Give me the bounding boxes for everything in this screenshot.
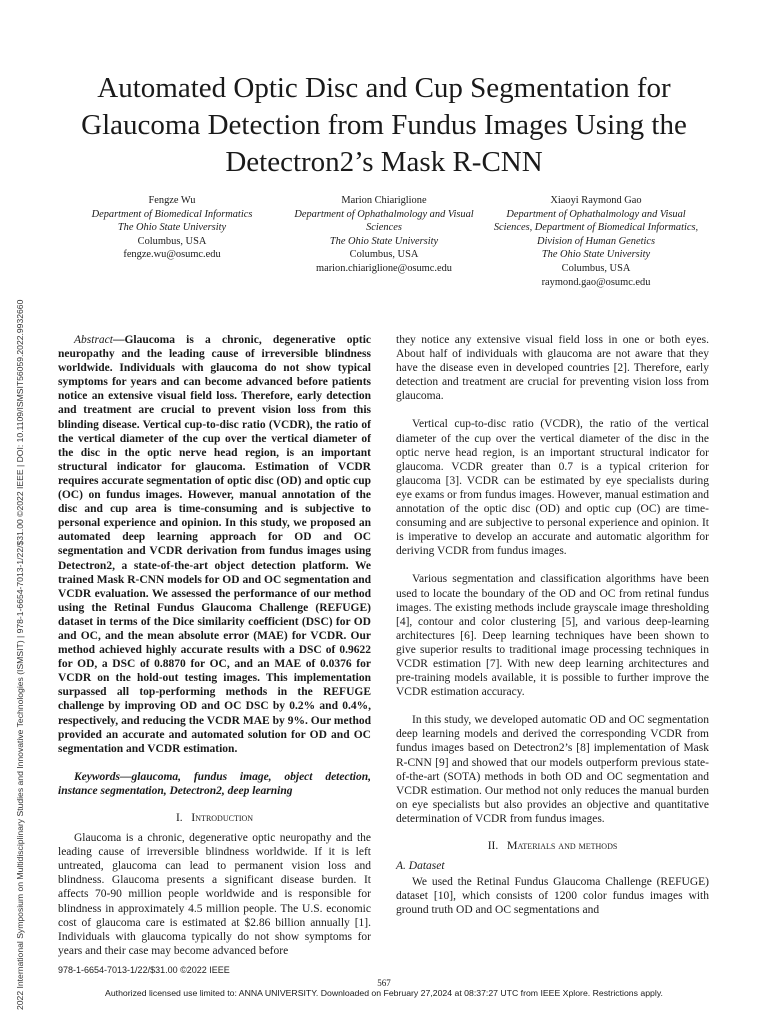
author-1: [66, 194, 278, 289]
author-institution: The Ohio State University: [329, 235, 439, 247]
author-institution: The Ohio State University: [541, 249, 651, 261]
author-location: Columbus, USA: [137, 235, 207, 247]
body-paragraph: In this study, we developed automatic OD and OC segmentation deep learning models and derived the corresponding VCDR from fundus images based on Detectron2’s [8] implementation of Mask R-CNN [9] and showed that our models outperform previous state-of-the-art (SOTA) methods in both OD and OC segmentation and VCDR estimation. Our method not only reduces the manual burden on eye specialists but also provides an objective and quantitative determination of VCDR from fundus images.: [396, 714, 709, 825]
page-number: 567: [377, 978, 391, 988]
right-column: [396, 333, 709, 917]
sidebar-citation: 2022 International Symposium on Multidisciplinary Studies and Innovative Technologies (ISMSIT) | 978-1-6654-7013-1/22/$31.00 ©2022 IEEE | DOI: 10.1109/ISMSIT56059.2022.9932660: [15, 299, 25, 1010]
section-heading-introduction: I. Introduction: [175, 810, 254, 824]
abstract-text: —Glaucoma is a chronic, degenerative optic neuropathy and the leading cause of irreversible blindness worldwide. Individuals with glaucoma do not show typical symptoms for years and can become advanced before patients notice an extensive visual field loss. Therefore, early detection and treatment are crucial to prevent vision loss from this blinding disease. Vertical cup-to-disc ratio (VCDR), the ratio of the vertical diameter of the cup over the vertical diameter of the disc in the optic nerve head region, is an important structural indicator for glaucoma. Estimation of VCDR requires accurate segmentation of optic disc (OD) and optic cup (OC) on fundus images. However, manual annotation of the disc and cup area is time-consuming and is subjective to personal experience and opinion. In this study, we proposed an automated deep learning approach for OD and OC segmentation and VCDR derivation from fundus images using Detectron2, a state-of-the-art object detection platform. We trained Mask R-CNN models for OD and OC segmentation and VCDR evaluation. We assessed the performance of our method using the Retinal Fundus Glaucoma Challenge (REFUGE) dataset in terms of the Dice similarity coefficient (DSC) for OD and OC, and the mean absolute error (MAE) for VCDR. Our method achieved highly accurate results with a DSC of 0.9622 for OD, a DSC of 0.8870 for OC, and an MAE of 0.0376 for VCDR on the hold-out testing images. This implementation surpassed all top-performing methods in the REFUGE challenge by improving OD and OC DSC by 0.2% and 0.4%, respectively, and reducing the VCDR MAE by 9%. Our method provided an accurate and automated solution for OD and OC segmentation and VCDR estimation.: [58, 334, 371, 755]
section-heading-methods: II. Materials and methods: [487, 838, 618, 852]
author-email: marion.chiariglione@osumc.edu: [316, 262, 452, 274]
abstract-label: Abstract: [74, 334, 113, 346]
author-name: Fengze Wu: [148, 195, 196, 206]
body-paragraph: they notice any extensive visual field loss in one or both eyes. About half of individuals with glaucoma are not aware that they have the disease even in developed countries [2]. Therefore, early detection and treatment are crucial for preventing vision loss from glaucoma.: [396, 334, 709, 403]
body-paragraph: We used the Retinal Fundus Glaucoma Challenge (REFUGE) dataset [10], which consists of 1200 color fundus images with ground truth OD and OC segmentations and: [396, 876, 709, 917]
author-institution: The Ohio State University: [117, 222, 227, 234]
license-notice: Authorized licensed use limited to: ANNA UNIVERSITY. Downloaded on February 27,2024 at 08:37:27 UTC from IEEE Xplore. Restrictions apply.: [105, 988, 663, 998]
subsection-heading-dataset: A. Dataset: [396, 860, 445, 873]
author-location: Columbus, USA: [561, 262, 631, 274]
author-affiliation: Department of Ophathalmology and Visual Sciences, Department of Biomedical Informatics, Division of Human Genetics: [493, 208, 699, 247]
intro-paragraph: Glaucoma is a chronic, degenerative optic neuropathy and the leading cause of irreversible blindness worldwide. If it is left untreated, glaucoma can lead to permanent vision loss and blindness. Glaucoma presents a significant disease burden. It affects 70-90 million people worldwide and is responsible for blindness in approximately 4.5 million people. The U.S. economic cost of glaucoma care is estimated at $2.86 billion annually [1]. Individuals with glaucoma typically do not show symptoms for years and their case may become advanced before: [58, 832, 371, 957]
author-3: [490, 194, 702, 289]
footer-isbn: 978-1-6654-7013-1/22/$31.00 ©2022 IEEE: [58, 965, 230, 975]
author-location: Columbus, USA: [349, 249, 419, 261]
author-email: raymond.gao@osumc.edu: [541, 276, 651, 288]
author-block: [66, 194, 702, 289]
author-affiliation: Department of Ophathalmology and Visual Sciences: [294, 208, 474, 234]
body-paragraph: Vertical cup-to-disc ratio (VCDR), the ratio of the vertical diameter of the cup over the vertical diameter of the disc in the optic nerve head region, is an important structural indicator for glaucoma. VCDR greater than 0.7 is a typical criterion for glaucoma [3]. VCDR can be estimated by eye specialists during eye exams or from fundus images. However, manual estimation and annotation of the optic disc (OD) and optic cup (OC) are time-consuming and are subjective to personal experience and opinion. It is imperative to develop an accurate and automatic algorithm for deriving VCDR from fundus images.: [396, 418, 709, 558]
body-paragraph: Various segmentation and classification algorithms have been used to locate the boundary of the OD and OC from retinal fundus images. The existing methods include grayscale image thresholding [4], contour and color clustering [5], and various deep-learning architectures [6]. Deep learning techniques have been shown to give superior results to traditional image processing techniques in VCDR estimation [7]. With new deep learning architectures and pre-training models available, it is possible to further improve the VCDR estimation accuracy.: [396, 573, 709, 699]
author-name: Marion Chiariglione: [341, 195, 427, 206]
author-2: [278, 194, 490, 289]
author-affiliation: Department of Biomedical Informatics: [91, 208, 253, 220]
left-column: [58, 333, 371, 958]
paper-title: Automated Optic Disc and Cup Segmentation for Glaucoma Detection from Fundus Images Using the Detectron2’s Mask R-CNN: [81, 72, 687, 178]
abstract: [58, 333, 371, 756]
author-name: Xiaoyi Raymond Gao: [550, 195, 642, 206]
keywords: Keywords—glaucoma, fundus image, object detection, instance segmentation, Detectron2, deep learning: [58, 770, 371, 797]
author-email: fengze.wu@osumc.edu: [123, 249, 221, 261]
